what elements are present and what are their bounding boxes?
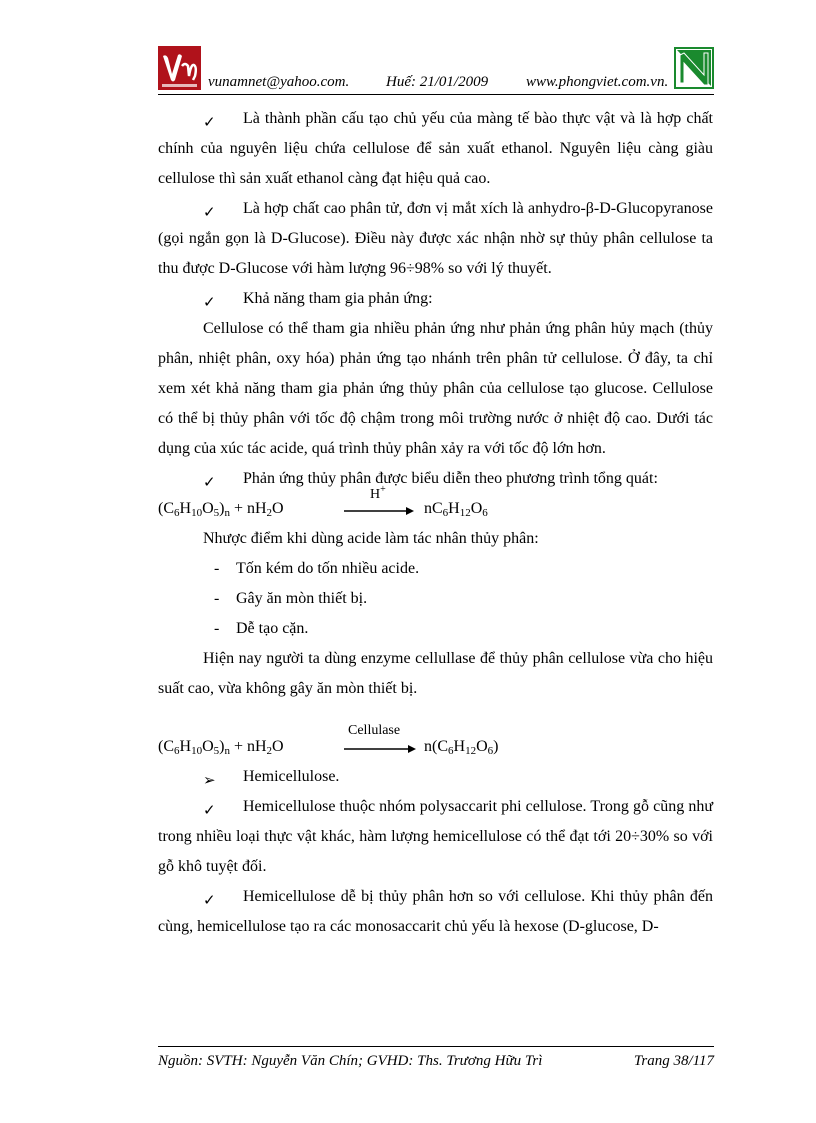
equation-rhs: $n(C_6H_{12}O_6)$ — [424, 738, 499, 757]
equation-enzyme-hydrolysis — [158, 723, 713, 762]
bullet-paragraph: ✓ Hemicellulose dễ bị thủy phân hơn so với cellulose. Khi thủy phân đến cùng, hemicellulose tạo ra các monosaccarit chủ yếu là hexose (D-glucose, D- — [158, 888, 713, 935]
bullet-paragraph: ✓ Khả năng tham gia phản ứng: — [203, 290, 433, 311]
equation-acid-hydrolysis — [158, 484, 713, 524]
bullet-paragraph: ✓ Là hợp chất cao phân tử, đơn vị mắt xích là anhydro-β-D-Glucopyranose (gọi ngắn gọn là D-Glucose). Điều này được xác nhận nhờ sự thủy phân cellulose ta thu được D-Glucose với hàm lượng 96÷98% so với lý thuyết. — [158, 200, 713, 277]
equation-catalyst: Cellulase — [348, 723, 401, 738]
body-paragraph: Cellulose có thể tham gia nhiều phản ứng như phản ứng phân hủy mạch (thủy phân, nhiệt phân, oxy hóa) phản ứng tạo nhánh trên phân tử cellulose. Ở đây, ta chỉ xem xét khả năng tham gia phản ứng thủy phân của cellulose tạo glucose. Cellulose có thể bị thủy phân với tốc độ chậm trong môi trường nước ở nhiệt độ cao. Dưới tác dụng của xúc tác acide, quá trình thủy phân xảy ra với tốc độ lớn hơn. — [158, 320, 713, 457]
list-item: - Dễ tạo cặn. — [214, 620, 309, 637]
header-website: www.phongviet.com.vn. — [526, 74, 669, 90]
bullet-paragraph: ✓ Hemicellulose thuộc nhóm polysaccarit phi cellulose. Trong gỗ cũng như trong nhiều loại thực vật khác, hàm lượng hemicellulose có thể đạt tới 20÷30% so với gỗ khô tuyệt đối. — [158, 798, 713, 875]
footer-rule — [158, 1046, 714, 1047]
footer-source: Nguồn: SVTH: Nguyễn Văn Chín; GVHD: Ths. Trương Hữu Trì — [158, 1053, 543, 1069]
bullet-paragraph: ✓ Là thành phần cấu tạo chủ yếu của màng tế bào thực vật và là hợp chất chính của nguyên liệu chứa cellulose để sản xuất ethanol. Nguyên liệu càng giàu cellulose thì sản xuất ethanol càng đạt hiệu quả cao. — [158, 110, 713, 187]
equation-rhs: $nC_6H_{12}O_6$ — [424, 500, 488, 519]
page-number: Trang 38/117 — [633, 1053, 714, 1069]
list-item: - Tốn kém do tốn nhiều acide. — [214, 560, 420, 577]
section-heading: ➢ Hemicellulose. — [203, 768, 340, 789]
page-header — [158, 44, 714, 96]
header-email: vunamnet@yahoo.com. — [208, 74, 350, 90]
vunam-logo — [158, 46, 201, 90]
reaction-arrow-icon — [344, 506, 414, 516]
reaction-arrow-icon — [344, 744, 416, 754]
bullet-paragraph: ✓ Phản ứng thủy phân được biểu diễn theo phương trình tổng quát: — [203, 470, 658, 491]
body-paragraph: Nhược điểm khi dùng acide làm tác nhân thủy phân: — [203, 530, 539, 547]
list-item: - Gây ăn mòn thiết bị. — [214, 590, 368, 607]
equation-catalyst: H+ — [370, 484, 386, 502]
header-rule — [158, 94, 714, 95]
equation-lhs: $(C_6H_{10}O_5)_n + nH_2O$ — [158, 500, 284, 519]
page-content — [158, 104, 713, 942]
phongviet-logo — [674, 47, 714, 89]
page-footer — [158, 1046, 714, 1073]
equation-lhs: $(C_6H_{10}O_5)_n + nH_2O$ — [158, 738, 284, 757]
body-paragraph: Hiện nay người ta dùng enzyme cellullase để thủy phân cellulose vừa cho hiệu suất cao, vừa không gây ăn mòn thiết bị. — [158, 650, 713, 697]
header-place-date: Huế: 21/01/2009 — [386, 74, 489, 90]
